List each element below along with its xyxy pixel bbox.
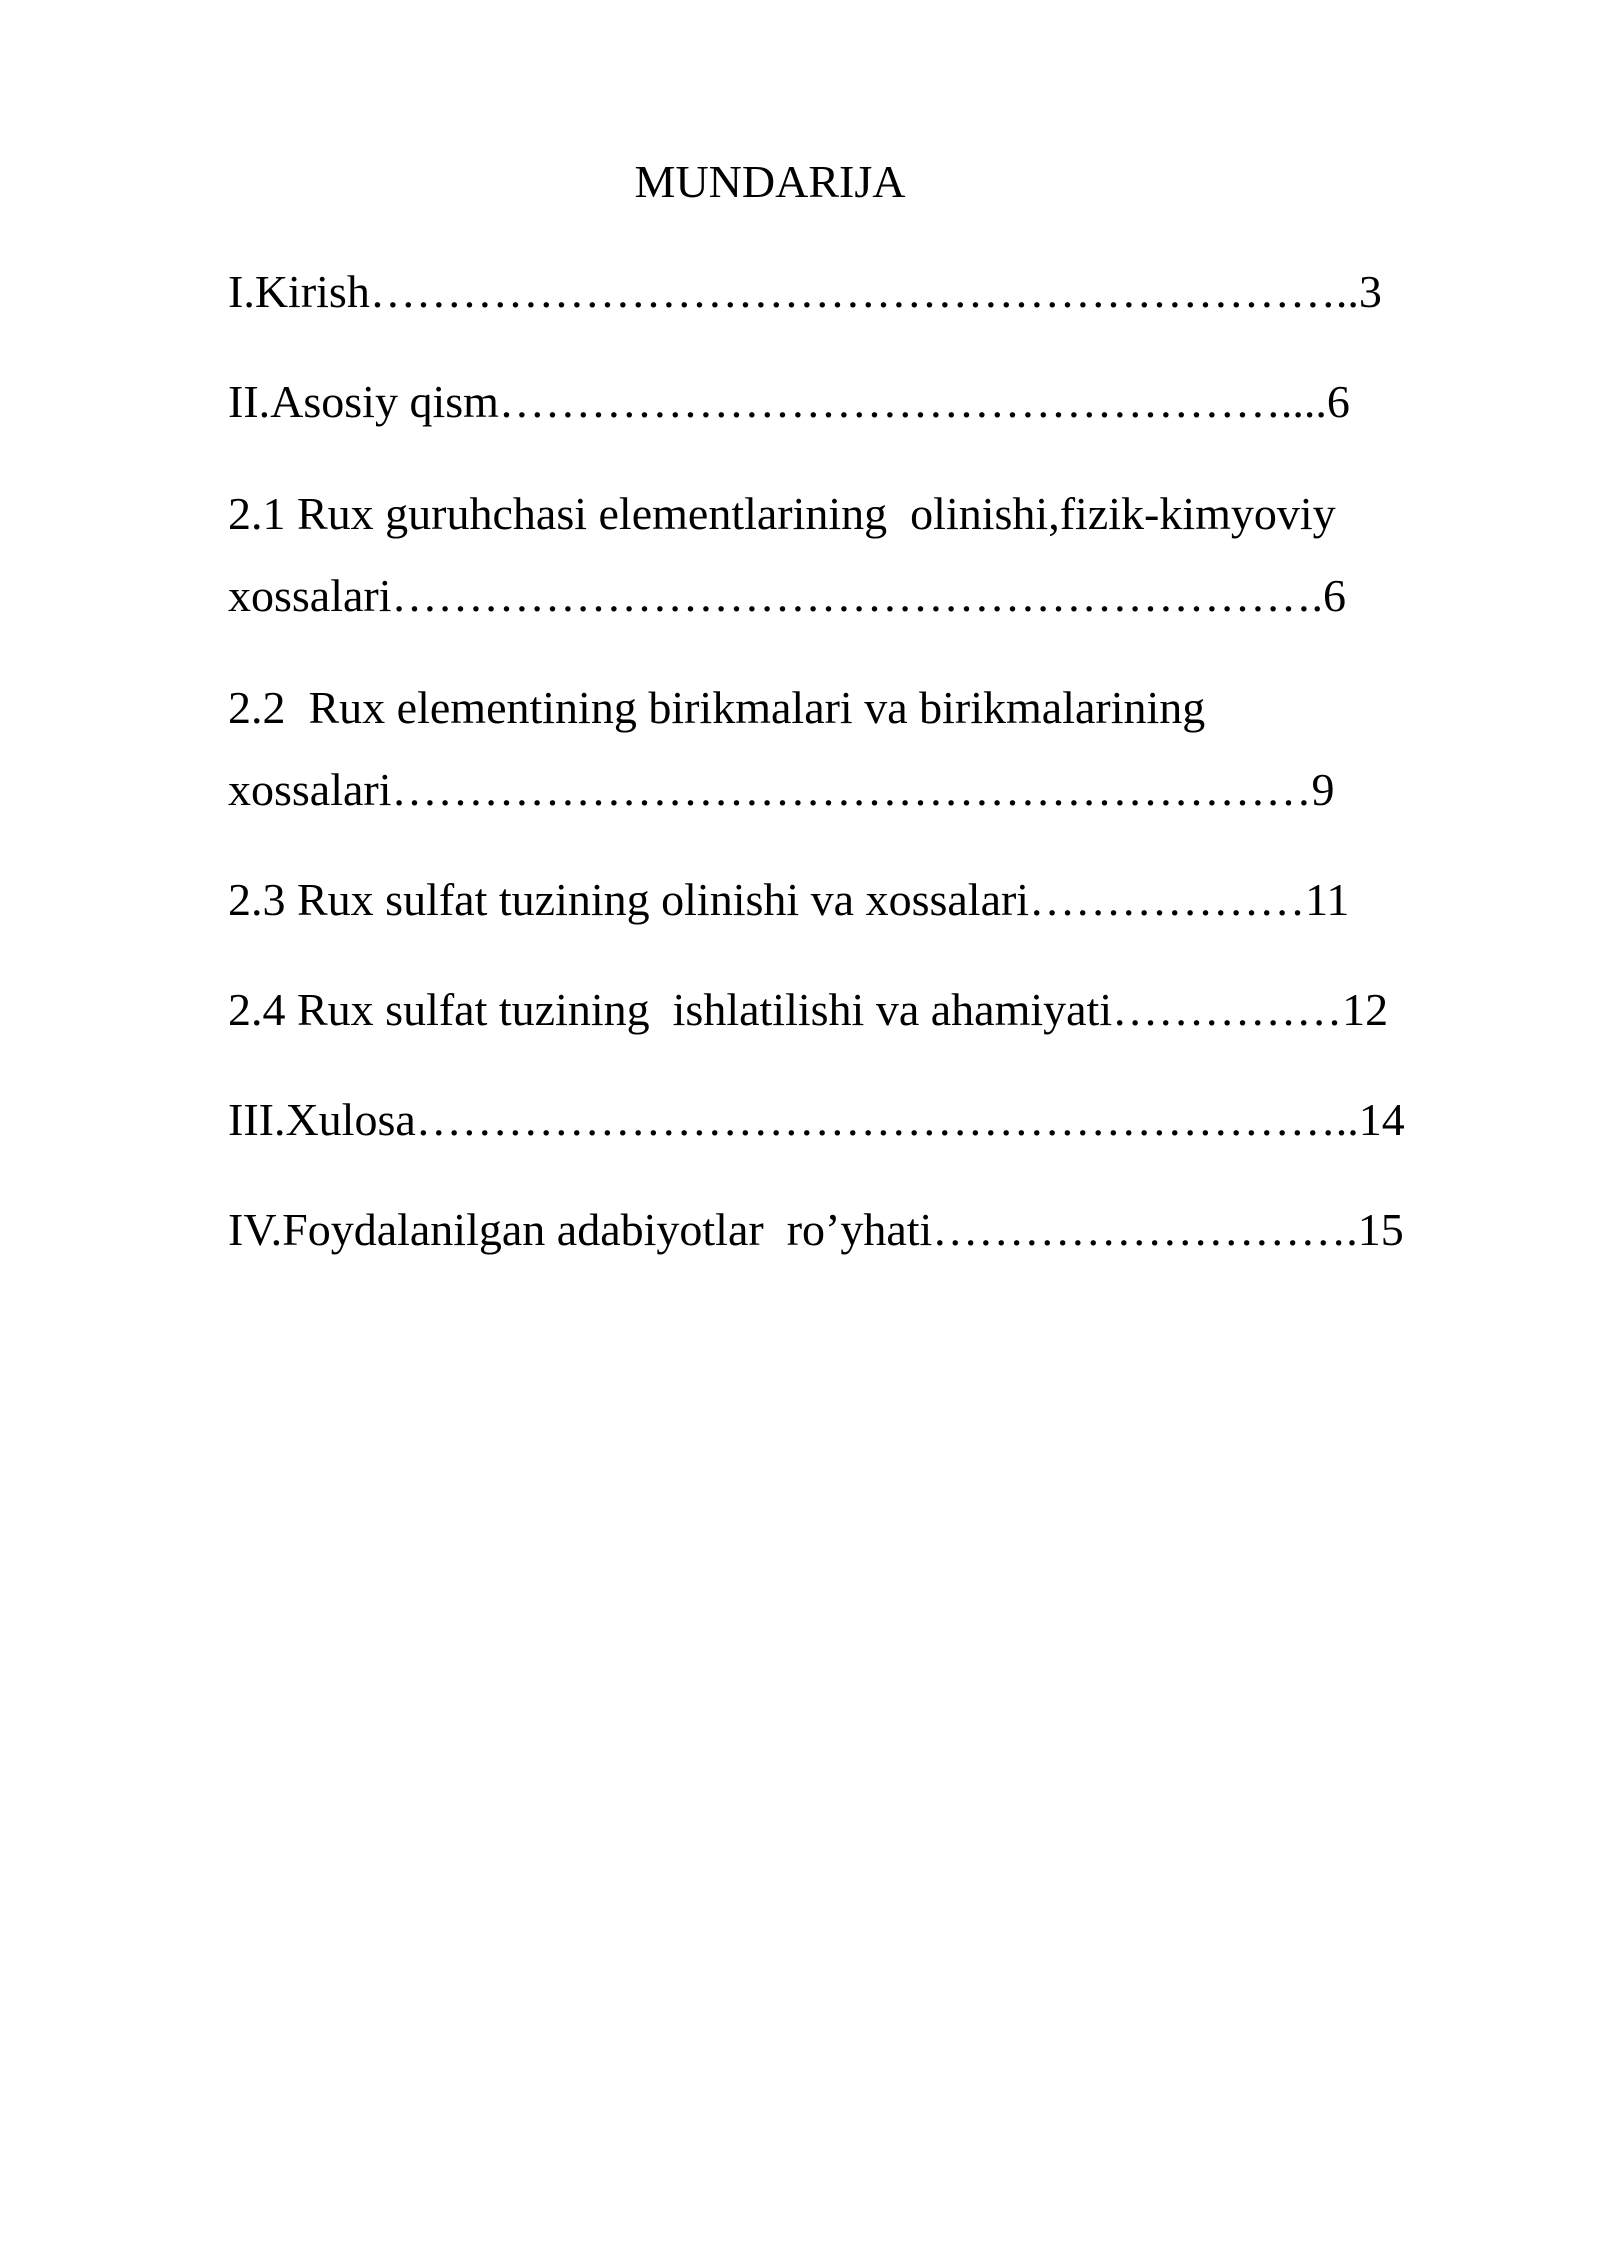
toc-entry-2-1-line-2: xossalari…………………………………………………….6 [228, 570, 1347, 621]
toc-entry-kirish: I.Kirish………………………………………………………..3 [228, 266, 1382, 317]
toc-entry-xulosa: III.Xulosa……………………………………………………..14 [228, 1094, 1405, 1145]
toc-entry-2-3: 2.3 Rux sulfat tuzining olinishi va xossalari………………11 [228, 874, 1350, 925]
page-title: MUNDARIJA [634, 156, 906, 207]
toc-entry-2-4: 2.4 Rux sulfat tuzining ishlatilishi va ahamiyati……………12 [228, 984, 1389, 1035]
toc-entry-adabiyotlar: IV.Foydalanilgan adabiyotlar ro’yhati……………………….15 [228, 1204, 1404, 1255]
toc-entry-2-2-line-2: xossalari……………………………………………………9 [228, 764, 1335, 815]
toc-entry-asosiy-qism: II.Asosiy qism……………………………………………....6 [228, 376, 1350, 427]
toc-entry-2-2-line-1: 2.2 Rux elementining birikmalari va birikmalarining [228, 682, 1206, 733]
toc-entry-2-1-line-1: 2.1 Rux guruhchasi elementlarining olinishi,fizik-kimyoviy [228, 488, 1336, 539]
